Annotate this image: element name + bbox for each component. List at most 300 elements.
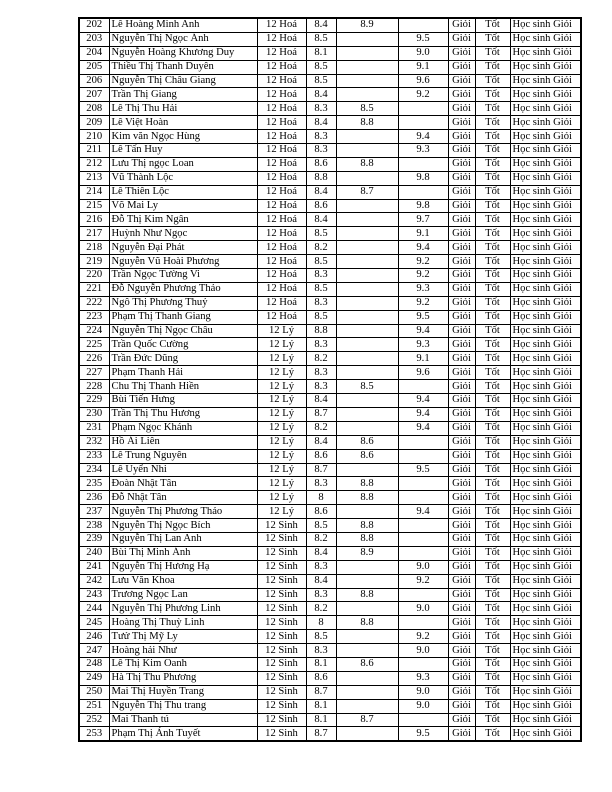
subject-score-b: 9.4	[398, 394, 448, 408]
student-name: Vũ Thành Lộc	[109, 171, 257, 185]
conduct-rank: Tốt	[475, 477, 510, 491]
row-number: 215	[79, 199, 109, 213]
table-body	[79, 18, 581, 741]
award-title: Học sinh Giỏi	[510, 630, 581, 644]
conduct-rank: Tốt	[475, 213, 510, 227]
student-honor-roll-table	[78, 17, 582, 742]
award-title: Học sinh Giỏi	[510, 282, 581, 296]
class-name: 12 Hoá	[257, 213, 306, 227]
conduct-rank: Tốt	[475, 630, 510, 644]
subject-score-b	[398, 157, 448, 171]
award-title: Học sinh Giỏi	[510, 727, 581, 741]
row-number: 252	[79, 713, 109, 727]
academic-rank: Giỏi	[448, 269, 475, 283]
academic-rank: Giỏi	[448, 699, 475, 713]
class-name: 12 Hoá	[257, 269, 306, 283]
row-number: 250	[79, 685, 109, 699]
subject-score-b	[398, 713, 448, 727]
award-title: Học sinh Giỏi	[510, 241, 581, 255]
subject-score-a	[336, 32, 398, 46]
table-row	[79, 296, 581, 310]
academic-rank: Giỏi	[448, 630, 475, 644]
subject-score-b: 9.0	[398, 560, 448, 574]
subject-score-a	[336, 338, 398, 352]
average-score: 8	[306, 491, 336, 505]
row-number: 253	[79, 727, 109, 741]
conduct-rank: Tốt	[475, 74, 510, 88]
class-name: 12 Sinh	[257, 546, 306, 560]
table-row	[79, 310, 581, 324]
row-number: 221	[79, 282, 109, 296]
row-number: 244	[79, 602, 109, 616]
subject-score-b: 9.0	[398, 46, 448, 60]
subject-score-a	[336, 310, 398, 324]
row-number: 204	[79, 46, 109, 60]
table-row	[79, 199, 581, 213]
conduct-rank: Tốt	[475, 102, 510, 116]
subject-score-b: 9.2	[398, 630, 448, 644]
class-name: 12 Sinh	[257, 588, 306, 602]
subject-score-b: 9.3	[398, 144, 448, 158]
table-row	[79, 18, 581, 32]
award-title: Học sinh Giỏi	[510, 18, 581, 32]
subject-score-a: 8.8	[336, 532, 398, 546]
subject-score-a: 8.9	[336, 18, 398, 32]
table-row	[79, 449, 581, 463]
table-row	[79, 338, 581, 352]
subject-score-b	[398, 546, 448, 560]
table-row	[79, 213, 581, 227]
subject-score-b: 9.5	[398, 463, 448, 477]
subject-score-a	[336, 296, 398, 310]
subject-score-a	[336, 685, 398, 699]
subject-score-a	[336, 727, 398, 741]
subject-score-b: 9.1	[398, 227, 448, 241]
subject-score-b	[398, 491, 448, 505]
conduct-rank: Tốt	[475, 227, 510, 241]
table-row	[79, 130, 581, 144]
average-score: 8.5	[306, 255, 336, 269]
subject-score-b: 9.8	[398, 199, 448, 213]
row-number: 242	[79, 574, 109, 588]
student-name: Lưu Thị ngọc Loan	[109, 157, 257, 171]
row-number: 213	[79, 171, 109, 185]
conduct-rank: Tốt	[475, 88, 510, 102]
student-name: Nguyễn Vũ Hoài Phương	[109, 255, 257, 269]
conduct-rank: Tốt	[475, 338, 510, 352]
class-name: 12 Lý	[257, 380, 306, 394]
conduct-rank: Tốt	[475, 255, 510, 269]
academic-rank: Giỏi	[448, 60, 475, 74]
class-name: 12 Hoá	[257, 130, 306, 144]
class-name: 12 Lý	[257, 338, 306, 352]
average-score: 8.4	[306, 185, 336, 199]
academic-rank: Giỏi	[448, 102, 475, 116]
row-number: 234	[79, 463, 109, 477]
average-score: 8.4	[306, 394, 336, 408]
table-row	[79, 157, 581, 171]
subject-score-b: 9.4	[398, 407, 448, 421]
conduct-rank: Tốt	[475, 185, 510, 199]
table-row	[79, 491, 581, 505]
student-name: Ngô Thị Phương Thuỷ	[109, 296, 257, 310]
subject-score-a	[336, 46, 398, 60]
row-number: 205	[79, 60, 109, 74]
student-name: Huỳnh Như Ngọc	[109, 227, 257, 241]
conduct-rank: Tốt	[475, 18, 510, 32]
class-name: 12 Hoá	[257, 32, 306, 46]
conduct-rank: Tốt	[475, 616, 510, 630]
academic-rank: Giỏi	[448, 157, 475, 171]
student-name: Lê Thị Thu Hải	[109, 102, 257, 116]
student-name: Nguyễn Thị Châu Giang	[109, 74, 257, 88]
average-score: 8.8	[306, 324, 336, 338]
class-name: 12 Hoá	[257, 296, 306, 310]
subject-score-a	[336, 227, 398, 241]
subject-score-a	[336, 199, 398, 213]
row-number: 233	[79, 449, 109, 463]
award-title: Học sinh Giỏi	[510, 310, 581, 324]
academic-rank: Giỏi	[448, 88, 475, 102]
row-number: 219	[79, 255, 109, 269]
award-title: Học sinh Giỏi	[510, 560, 581, 574]
row-number: 247	[79, 644, 109, 658]
academic-rank: Giỏi	[448, 227, 475, 241]
average-score: 8.1	[306, 713, 336, 727]
subject-score-a: 8.6	[336, 449, 398, 463]
conduct-rank: Tốt	[475, 394, 510, 408]
class-name: 12 Hoá	[257, 199, 306, 213]
table-row	[79, 144, 581, 158]
row-number: 203	[79, 32, 109, 46]
class-name: 12 Sinh	[257, 574, 306, 588]
table-row	[79, 588, 581, 602]
subject-score-b	[398, 519, 448, 533]
subject-score-b: 9.0	[398, 685, 448, 699]
subject-score-a	[336, 560, 398, 574]
class-name: 12 Sinh	[257, 671, 306, 685]
subject-score-a: 8.8	[336, 491, 398, 505]
class-name: 12 Hoá	[257, 74, 306, 88]
row-number: 224	[79, 324, 109, 338]
table-row	[79, 532, 581, 546]
row-number: 207	[79, 88, 109, 102]
subject-score-a: 8.5	[336, 380, 398, 394]
student-name: Võ Mai Ly	[109, 199, 257, 213]
academic-rank: Giỏi	[448, 338, 475, 352]
average-score: 8.3	[306, 560, 336, 574]
conduct-rank: Tốt	[475, 296, 510, 310]
conduct-rank: Tốt	[475, 463, 510, 477]
average-score: 8.7	[306, 463, 336, 477]
subject-score-b: 9.2	[398, 255, 448, 269]
student-name: Nguyễn Thị Hương Hạ	[109, 560, 257, 574]
class-name: 12 Hoá	[257, 310, 306, 324]
table-row	[79, 477, 581, 491]
student-name: Nguyễn Thị Ngọc Châu	[109, 324, 257, 338]
academic-rank: Giỏi	[448, 199, 475, 213]
row-number: 202	[79, 18, 109, 32]
average-score: 8.7	[306, 407, 336, 421]
row-number: 217	[79, 227, 109, 241]
award-title: Học sinh Giỏi	[510, 588, 581, 602]
class-name: 12 Sinh	[257, 685, 306, 699]
subject-score-a	[336, 671, 398, 685]
academic-rank: Giỏi	[448, 560, 475, 574]
row-number: 246	[79, 630, 109, 644]
student-name: Trần Thị Giang	[109, 88, 257, 102]
award-title: Học sinh Giỏi	[510, 171, 581, 185]
class-name: 12 Sinh	[257, 630, 306, 644]
conduct-rank: Tốt	[475, 505, 510, 519]
average-score: 8.3	[306, 102, 336, 116]
average-score: 8.1	[306, 46, 336, 60]
row-number: 241	[79, 560, 109, 574]
class-name: 12 Sinh	[257, 602, 306, 616]
academic-rank: Giỏi	[448, 352, 475, 366]
subject-score-a	[336, 505, 398, 519]
academic-rank: Giỏi	[448, 491, 475, 505]
academic-rank: Giỏi	[448, 324, 475, 338]
row-number: 237	[79, 505, 109, 519]
subject-score-a	[336, 463, 398, 477]
academic-rank: Giỏi	[448, 671, 475, 685]
award-title: Học sinh Giỏi	[510, 116, 581, 130]
subject-score-a	[336, 699, 398, 713]
class-name: 12 Hoá	[257, 255, 306, 269]
award-title: Học sinh Giỏi	[510, 713, 581, 727]
academic-rank: Giỏi	[448, 116, 475, 130]
subject-score-b: 9.8	[398, 171, 448, 185]
subject-score-a	[336, 88, 398, 102]
award-title: Học sinh Giỏi	[510, 519, 581, 533]
award-title: Học sinh Giỏi	[510, 671, 581, 685]
academic-rank: Giỏi	[448, 546, 475, 560]
student-name: Nguyễn Thị Phương Linh	[109, 602, 257, 616]
conduct-rank: Tốt	[475, 727, 510, 741]
subject-score-b	[398, 116, 448, 130]
row-number: 249	[79, 671, 109, 685]
student-name: Nguyễn Thị Lan Anh	[109, 532, 257, 546]
award-title: Học sinh Giỏi	[510, 380, 581, 394]
table-row	[79, 282, 581, 296]
subject-score-b: 9.5	[398, 32, 448, 46]
row-number: 235	[79, 477, 109, 491]
class-name: 12 Hoá	[257, 60, 306, 74]
subject-score-b: 9.0	[398, 602, 448, 616]
table-row	[79, 505, 581, 519]
academic-rank: Giỏi	[448, 435, 475, 449]
row-number: 230	[79, 407, 109, 421]
academic-rank: Giỏi	[448, 713, 475, 727]
student-name: Hà Thị Thu Phương	[109, 671, 257, 685]
conduct-rank: Tốt	[475, 421, 510, 435]
academic-rank: Giỏi	[448, 574, 475, 588]
student-name: Trần Quốc Cường	[109, 338, 257, 352]
table-row	[79, 602, 581, 616]
student-name: Bùi Thị Minh Ánh	[109, 546, 257, 560]
table-row	[79, 380, 581, 394]
table-row	[79, 671, 581, 685]
class-name: 12 Lý	[257, 491, 306, 505]
class-name: 12 Lý	[257, 421, 306, 435]
average-score: 8.2	[306, 532, 336, 546]
subject-score-b: 9.3	[398, 671, 448, 685]
conduct-rank: Tốt	[475, 519, 510, 533]
class-name: 12 Hoá	[257, 18, 306, 32]
conduct-rank: Tốt	[475, 574, 510, 588]
student-name: Tưử Thị Mỹ Ly	[109, 630, 257, 644]
table-row	[79, 560, 581, 574]
student-name: Lê Uyển Nhi	[109, 463, 257, 477]
award-title: Học sinh Giỏi	[510, 296, 581, 310]
subject-score-a	[336, 644, 398, 658]
average-score: 8.2	[306, 602, 336, 616]
academic-rank: Giỏi	[448, 657, 475, 671]
row-number: 228	[79, 380, 109, 394]
subject-score-b	[398, 185, 448, 199]
award-title: Học sinh Giỏi	[510, 130, 581, 144]
class-name: 12 Sinh	[257, 644, 306, 658]
average-score: 8.1	[306, 699, 336, 713]
award-title: Học sinh Giỏi	[510, 269, 581, 283]
subject-score-a: 8.8	[336, 616, 398, 630]
academic-rank: Giỏi	[448, 727, 475, 741]
class-name: 12 Hoá	[257, 185, 306, 199]
table-row	[79, 88, 581, 102]
table-row	[79, 435, 581, 449]
conduct-rank: Tốt	[475, 657, 510, 671]
subject-score-a: 8.8	[336, 588, 398, 602]
award-title: Học sinh Giỏi	[510, 644, 581, 658]
academic-rank: Giỏi	[448, 616, 475, 630]
academic-rank: Giỏi	[448, 685, 475, 699]
academic-rank: Giỏi	[448, 644, 475, 658]
subject-score-a: 8.6	[336, 657, 398, 671]
student-name: Nguyễn Hoàng Khương Duy	[109, 46, 257, 60]
academic-rank: Giỏi	[448, 380, 475, 394]
class-name: 12 Lý	[257, 435, 306, 449]
academic-rank: Giỏi	[448, 144, 475, 158]
award-title: Học sinh Giỏi	[510, 602, 581, 616]
class-name: 12 Sinh	[257, 519, 306, 533]
subject-score-a	[336, 269, 398, 283]
average-score: 8.6	[306, 157, 336, 171]
conduct-rank: Tốt	[475, 157, 510, 171]
average-score: 8.4	[306, 574, 336, 588]
class-name: 12 Sinh	[257, 713, 306, 727]
award-title: Học sinh Giỏi	[510, 32, 581, 46]
conduct-rank: Tốt	[475, 560, 510, 574]
award-title: Học sinh Giỏi	[510, 185, 581, 199]
student-name: Đỗ Thị Kim Ngân	[109, 213, 257, 227]
conduct-rank: Tốt	[475, 352, 510, 366]
class-name: 12 Lý	[257, 366, 306, 380]
table-row	[79, 366, 581, 380]
subject-score-a: 8.8	[336, 477, 398, 491]
award-title: Học sinh Giỏi	[510, 88, 581, 102]
average-score: 8.3	[306, 130, 336, 144]
average-score: 8.5	[306, 32, 336, 46]
subject-score-a: 8.8	[336, 519, 398, 533]
award-title: Học sinh Giỏi	[510, 491, 581, 505]
subject-score-b: 9.2	[398, 88, 448, 102]
table-row	[79, 352, 581, 366]
class-name: 12 Lý	[257, 477, 306, 491]
award-title: Học sinh Giỏi	[510, 574, 581, 588]
class-name: 12 Sinh	[257, 560, 306, 574]
student-name: Lê Thiên Lộc	[109, 185, 257, 199]
subject-score-a	[336, 324, 398, 338]
award-title: Học sinh Giỏi	[510, 407, 581, 421]
table-row	[79, 227, 581, 241]
student-name: Lê Trung Nguyên	[109, 449, 257, 463]
row-number: 222	[79, 296, 109, 310]
average-score: 8.2	[306, 352, 336, 366]
student-name: Trần Đức Dũng	[109, 352, 257, 366]
subject-score-a	[336, 255, 398, 269]
academic-rank: Giỏi	[448, 588, 475, 602]
award-title: Học sinh Giỏi	[510, 477, 581, 491]
academic-rank: Giỏi	[448, 171, 475, 185]
average-score: 8.3	[306, 144, 336, 158]
average-score: 8.5	[306, 630, 336, 644]
class-name: 12 Hoá	[257, 102, 306, 116]
conduct-rank: Tốt	[475, 644, 510, 658]
class-name: 12 Hoá	[257, 241, 306, 255]
table-row	[79, 241, 581, 255]
table-row	[79, 727, 581, 741]
average-score: 8.5	[306, 310, 336, 324]
conduct-rank: Tốt	[475, 699, 510, 713]
table-row	[79, 32, 581, 46]
row-number: 236	[79, 491, 109, 505]
subject-score-b: 9.6	[398, 366, 448, 380]
subject-score-b: 9.5	[398, 727, 448, 741]
subject-score-b	[398, 102, 448, 116]
student-name: Lê Hoàng Minh Anh	[109, 18, 257, 32]
award-title: Học sinh Giỏi	[510, 102, 581, 116]
subject-score-a: 8.7	[336, 185, 398, 199]
average-score: 8.1	[306, 657, 336, 671]
conduct-rank: Tốt	[475, 282, 510, 296]
academic-rank: Giỏi	[448, 46, 475, 60]
table-row	[79, 713, 581, 727]
award-title: Học sinh Giỏi	[510, 505, 581, 519]
class-name: 12 Lý	[257, 394, 306, 408]
subject-score-b	[398, 449, 448, 463]
table-row	[79, 46, 581, 60]
table-row	[79, 116, 581, 130]
subject-score-a	[336, 74, 398, 88]
subject-score-b: 9.3	[398, 282, 448, 296]
award-title: Học sinh Giỏi	[510, 435, 581, 449]
average-score: 8.3	[306, 588, 336, 602]
academic-rank: Giỏi	[448, 449, 475, 463]
conduct-rank: Tốt	[475, 671, 510, 685]
student-name: Bùi Tiến Hưng	[109, 394, 257, 408]
average-score: 8.6	[306, 671, 336, 685]
student-name: Mai Thanh tú	[109, 713, 257, 727]
table-row	[79, 421, 581, 435]
student-name: Mai Thị Huyền Trang	[109, 685, 257, 699]
award-title: Học sinh Giỏi	[510, 46, 581, 60]
class-name: 12 Hoá	[257, 282, 306, 296]
award-title: Học sinh Giỏi	[510, 324, 581, 338]
table-row	[79, 685, 581, 699]
subject-score-b	[398, 380, 448, 394]
row-number: 220	[79, 269, 109, 283]
